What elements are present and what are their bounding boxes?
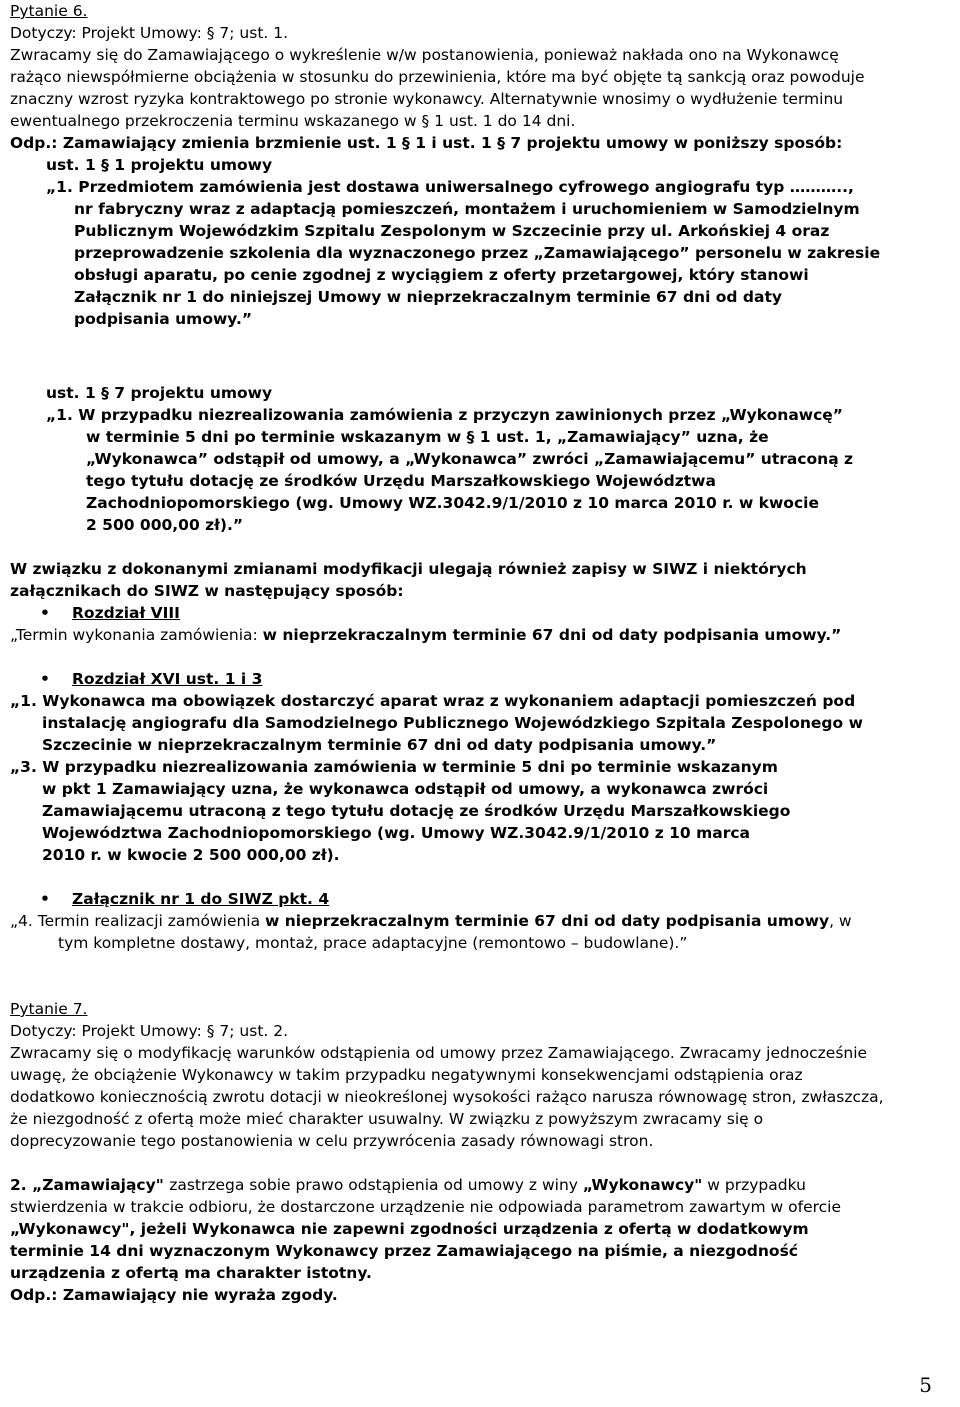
q6-answer: [10, 132, 930, 154]
bullet-icon: •: [40, 670, 50, 688]
section-rozdzial-xvi: [10, 668, 930, 690]
sec2-item3-line-5: 2010 r. w kwocie 2 500 000,00 zł).: [42, 846, 340, 864]
q6-line-1: Zwracamy się do Zamawiającego o wykreślenie w/w postanowienia, ponieważ nakłada ono na Wykonawcę: [10, 46, 839, 64]
q6-title: Pytanie 6.: [10, 2, 88, 20]
q6-p2-line-1: „1. W przypadku niezrealizowania zamówienia z przyczyn zawinionych przez „Wykonawcę”: [46, 406, 843, 424]
q6-p2-line-6: 2 500 000,00 zł).”: [86, 516, 244, 534]
q6-p1-line-1: „1. Przedmiotem zamówienia jest dostawa uniwersalnego cyfrowego angiografu typ ………..,: [46, 178, 854, 196]
section-title: Rozdział XVI ust. 1 i 3: [72, 670, 263, 688]
q7-answer: Odp.: Zamawiający nie wyraża zgody.: [10, 1286, 338, 1304]
q7-line-4: że niezgodność z ofertą może mieć charakter usuwalny. W związku z powyższym zwracamy się o: [10, 1110, 764, 1128]
sec2-item1-line-3: Szczecinie w nieprzekraczalnym terminie 67 dni od daty podpisania umowy.”: [42, 736, 717, 754]
section-zalacznik-1: [10, 888, 930, 910]
bullet-icon: •: [40, 890, 50, 908]
sec3-line-2: tym kompletne dostawy, montaż, prace adaptacyjne (remontowo – budowlane).”: [58, 934, 688, 952]
q6-ref2: ust. 1 § 7 projektu umowy: [46, 384, 273, 402]
bullet-icon: •: [40, 604, 50, 622]
changes-intro-line-2: załącznikach do SIWZ w następujący sposób:: [10, 582, 404, 600]
clause-l1-pre: 2. „Zamawiający": [10, 1176, 170, 1194]
q6-ref1: ust. 1 § 1 projektu umowy: [46, 156, 273, 174]
sec2-item3-line-2: w pkt 1 Zamawiający uzna, że wykonawca odstąpił od umowy, a wykonawca zwróci: [42, 780, 769, 798]
q6-p1-line-7: podpisania umowy.”: [74, 310, 253, 328]
q6-p2-line-5: Zachodniopomorskiego (wg. Umowy WZ.3042.9/1/2010 z 10 marca 2010 r. w kwocie: [86, 494, 819, 512]
sec2-item1-line-1: „1. Wykonawca ma obowiązek dostarczyć aparat wraz z wykonaniem adaptacji pomieszczeń pod: [10, 692, 856, 710]
q7-line-1: Zwracamy się o modyfikację warunków odstąpienia od umowy przez Zamawiającego. Zwracamy jednocześnie: [10, 1044, 868, 1062]
q7-title: Pytanie 7.: [10, 1000, 88, 1018]
sec2-item3-line-1: „3. W przypadku niezrealizowania zamówienia w terminie 5 dni po terminie wskazanym: [10, 758, 778, 776]
clause-l3-pre: „Wykonawcy",: [10, 1220, 141, 1238]
q7-clause-line-5: urządzenia z ofertą ma charakter istotny.: [10, 1264, 372, 1282]
q6-answer-text: : Zamawiający zmienia brzmienie ust. 1 § 1 i ust. 1 § 7 projektu umowy w poniższy sposób:: [51, 134, 843, 152]
q7-line-3: dodatkowo koniecznością zwrotu dotacji w nieokreślonej wysokości rażąco narusza równowagę stron, zwłaszcza,: [10, 1088, 884, 1106]
q6-p1-line-5: obsługi aparatu, po cenie zgodnej z wyciągiem z oferty przetargowej, który stanowi: [74, 266, 809, 284]
sec2-item1-line-2: instalację angiografu dla Samodzielnego Publicznego Wojewódzkiego Szpitala Zespolonego w: [42, 714, 863, 732]
q6-p1-line-3: Publicznym Wojewódzkim Szpitalu Zespolonym w Szczecinie przy ul. Arkońskiej 4 oraz: [74, 222, 830, 240]
clause-l1-bold: „Wykonawcy": [582, 1176, 703, 1194]
q6-answer-label: Odp.: [10, 134, 52, 152]
changes-intro-line-1: W związku z dokonanymi zmianami modyfikacji ulegają również zapisy w SIWZ i niektórych: [10, 560, 807, 578]
sec3-post: , w: [829, 912, 852, 930]
page-number: 5: [919, 1373, 932, 1397]
q7-line-2: uwagę, że obciążenie Wykonawcy w takim przypadku negatywnymi konsekwencjami odstąpienia oraz: [10, 1066, 803, 1084]
q7-clause-line-1: [10, 1174, 930, 1196]
q6-p1-line-2: nr fabryczny wraz z adaptacją pomieszczeń, montażem i uruchomieniem w Samodzielnym: [74, 200, 860, 218]
sec3-bold: w nieprzekraczalnym terminie 67 dni od daty podpisania umowy: [265, 912, 830, 930]
sec3-line-1: [10, 910, 930, 932]
q7-clause-line-3: [10, 1218, 930, 1240]
sec3-pre: „4. Termin realizacji zamówienia: [10, 912, 266, 930]
q6-line-3: znaczny wzrost ryzyka kontraktowego po stronie wykonawcy. Alternatywnie wnosimy o wydłużenie terminu: [10, 90, 844, 108]
q6-p1-line-4: przeprowadzenie szkolenia dla wyznaczonego przez „Zamawiającego” personelu w zakresie: [74, 244, 881, 262]
q6-reference: Dotyczy: Projekt Umowy: § 7; ust. 1.: [10, 24, 289, 42]
q6-p1-line-6: Załącznik nr 1 do niniejszej Umowy w nieprzekraczalnym terminie 67 dni od daty: [74, 288, 782, 306]
q6-p2-line-3: „Wykonawca” odstąpił od umowy, a „Wykonawca” zwróci „Zamawiającemu” utraconą z: [86, 450, 854, 468]
q6-line-2: rażąco niewspółmierne obciążenia w stosunku do przewinienia, które ma być objęte tą sankcją oraz powoduje: [10, 68, 865, 86]
q7-reference: Dotyczy: Projekt Umowy: § 7; ust. 2.: [10, 1022, 289, 1040]
clause-l1-mid: zastrzega sobie prawo odstąpienia od umowy z winy: [169, 1176, 583, 1194]
q7-clause-line-2: stwierdzenia w trakcie odbioru, że dostarczone urządzenie nie odpowiada parametrom zawartym w ofercie: [10, 1198, 842, 1216]
sec2-item3-line-3: Zamawiającemu utraconą z tego tytułu dotację ze środków Urzędu Marszałkowskiego: [42, 802, 791, 820]
q6-p2-line-4: tego tytułu dotację ze środków Urzędu Marszałkowskiego Województwa: [86, 472, 716, 490]
sec1-pre: „Termin wykonania zamówienia:: [10, 626, 263, 644]
section-title: Rozdział VIII: [72, 604, 180, 622]
sec1-text: [10, 624, 930, 646]
section-rozdzial-viii: [10, 602, 930, 624]
q7-line-5: doprecyzowanie tego postanowienia w celu przywrócenia zasady równowagi stron.: [10, 1132, 654, 1150]
q7-clause-line-4: terminie 14 dni wyznaczonym Wykonawcy przez Zamawiającego na piśmie, a niezgodność: [10, 1242, 798, 1260]
q6-line-4: ewentualnego przekroczenia terminu wskazanego w § 1 ust. 1 do 14 dni.: [10, 112, 576, 130]
q6-p2-line-2: w terminie 5 dni po terminie wskazanym w § 1 ust. 1, „Zamawiający” uzna, że: [86, 428, 769, 446]
clause-l3-bold: jeżeli Wykonawca nie zapewni zgodności urządzenia z ofertą w dodatkowym: [140, 1220, 809, 1238]
clause-l1-post: w przypadku: [702, 1176, 806, 1194]
section-title: Załącznik nr 1 do SIWZ pkt. 4: [72, 890, 330, 908]
sec2-item3-line-4: Województwa Zachodniopomorskiego (wg. Umowy WZ.3042.9/1/2010 z 10 marca: [42, 824, 750, 842]
sec1-bold: w nieprzekraczalnym terminie 67 dni od daty podpisania umowy.”: [262, 626, 842, 644]
